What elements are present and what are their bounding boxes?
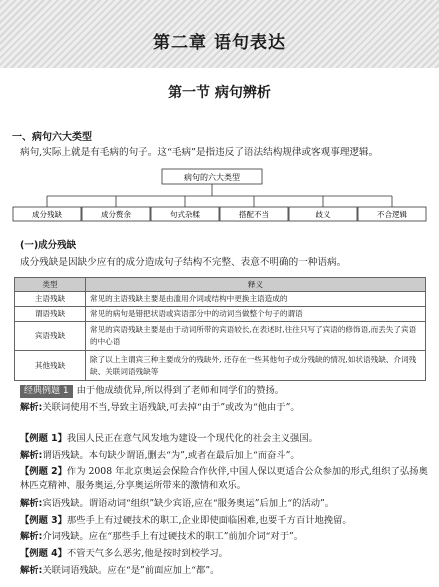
practice-label: 【例题 2】 — [20, 466, 67, 477]
practice-item — [20, 432, 432, 446]
practice-text: 作为 2008 年北京奥运会保险合作伙伴,中国人保以更适合公众参加的形式,组织了弘扬奥林匹克精神、服务奥运,分享奥运所带来的激情和欢乐。 — [20, 466, 428, 491]
section-title: 第一节 病句辨析 — [168, 85, 271, 101]
diagram-child-label: 搭配不当 — [239, 210, 269, 219]
table-header-desc: 释义 — [86, 278, 426, 292]
practice-label: 解析: — [20, 531, 43, 542]
analysis-label: 解析: — [20, 402, 43, 413]
diagram-child-label: 句式杂糅 — [170, 210, 200, 219]
intro-paragraph: 病句,实际上就是有毛病的句子。这“毛病”是指违反了语法结构规律或客观事理逻辑。 — [20, 147, 379, 158]
types-diagram-svg — [0, 165, 439, 225]
classic-example-text: 由于他成绩优异,所以得到了老师和同学们的赞扬。 — [76, 385, 285, 396]
diagram-child-label: 歧义 — [315, 210, 331, 219]
practice-item — [20, 547, 432, 561]
practice-text: 我国人民正在意气风发地为建设一个现代化的社会主义强国。 — [66, 433, 318, 444]
practice-item — [20, 497, 432, 511]
definition-paragraph: 成分残缺是因缺少应有的成分造成句子结构不完整、表意不明确的一种语病。 — [20, 257, 347, 268]
practice-label: 解析: — [20, 498, 43, 509]
classic-example-badge: 经典例题 1 — [20, 385, 73, 398]
practice-item — [20, 564, 432, 578]
table-cell-type: 主语残缺 — [15, 292, 86, 307]
practice-text: 那些手上有过硬技术的职工,企业即使面临困难,也要千方百计地挽留。 — [66, 515, 352, 526]
practice-item — [20, 449, 432, 463]
practice-text: 谓语残缺。本句缺少谓语,删去“为”,或者在最后加上“而奋斗”。 — [42, 450, 300, 461]
table-cell-type: 谓语残缺 — [15, 307, 86, 322]
types-diagram — [0, 165, 439, 225]
table-cell-desc: 常见的主语残缺主要是由滥用介词或结构中更换主语造成的 — [86, 292, 426, 307]
practice-label: 【例题 1】 — [20, 433, 67, 444]
chapter-title: 第二章 语句表达 — [153, 33, 286, 53]
diagram-child-label: 成分赘余 — [101, 210, 131, 219]
practice-text: 宾语残缺。谓语动词“组织”缺少宾语,应在“服务奥运”后加上“的活动”。 — [42, 498, 335, 509]
table-cell-type: 宾语残缺 — [15, 322, 86, 351]
table-cell-type: 其他残缺 — [15, 351, 86, 381]
table-cell-desc: 常见的病句是错把状语或宾语部分中的动词当做整个句子的谓语 — [86, 307, 426, 322]
practice-label: 【例题 4】 — [20, 548, 67, 559]
types-table — [14, 277, 426, 381]
diagram-root-label: 病句的六大类型 — [184, 173, 240, 182]
classic-example — [20, 384, 432, 398]
analysis-text: 关联词使用不当,导致主语残缺,可去掉“由于”或改为“他由于”。 — [42, 402, 300, 413]
table-header-row — [15, 278, 426, 292]
practice-label: 解析: — [20, 565, 43, 576]
table-row — [15, 307, 426, 322]
table-row — [15, 292, 426, 307]
chapter-banner — [0, 0, 439, 68]
diagram-children — [13, 196, 426, 221]
practice-label: 【例题 3】 — [20, 515, 67, 526]
practice-text: 不管天气多么恶劣,他是按时到校学习。 — [66, 548, 228, 559]
table-cell-desc: 除了以上主谓宾三种主要成分的残缺外, 还存在一些其他句子成分残缺的情况,如状语残缺、介词残缺、关联词语残缺等 — [86, 351, 426, 381]
table-header-type: 类型 — [15, 278, 86, 292]
practice-item — [20, 465, 432, 493]
practice-text: 介词残缺。应在“那些手上有过硬技术的职工”前加介词“对于”。 — [42, 531, 304, 542]
heading-six-types: 一、病句六大类型 — [12, 132, 92, 143]
heading-missing-components: (一)成分残缺 — [20, 240, 77, 251]
table-row — [15, 322, 426, 351]
table-row — [15, 351, 426, 381]
table-cell-desc: 常见的宾语残缺主要是由于动词所带的宾语较长,在表述时,往往只写了宾语的修饰语,而丢失了宾语的中心语 — [86, 322, 426, 351]
diagram-child-label: 成分残缺 — [32, 210, 62, 219]
diagram-child-label: 不合逻辑 — [377, 210, 407, 219]
practice-label: 解析: — [20, 450, 43, 461]
classic-example-analysis — [20, 401, 432, 415]
practice-item — [20, 530, 432, 544]
practice-item — [20, 514, 432, 528]
practice-text: 关联词语残缺。应在“是”前面应加上“都”。 — [42, 565, 220, 576]
